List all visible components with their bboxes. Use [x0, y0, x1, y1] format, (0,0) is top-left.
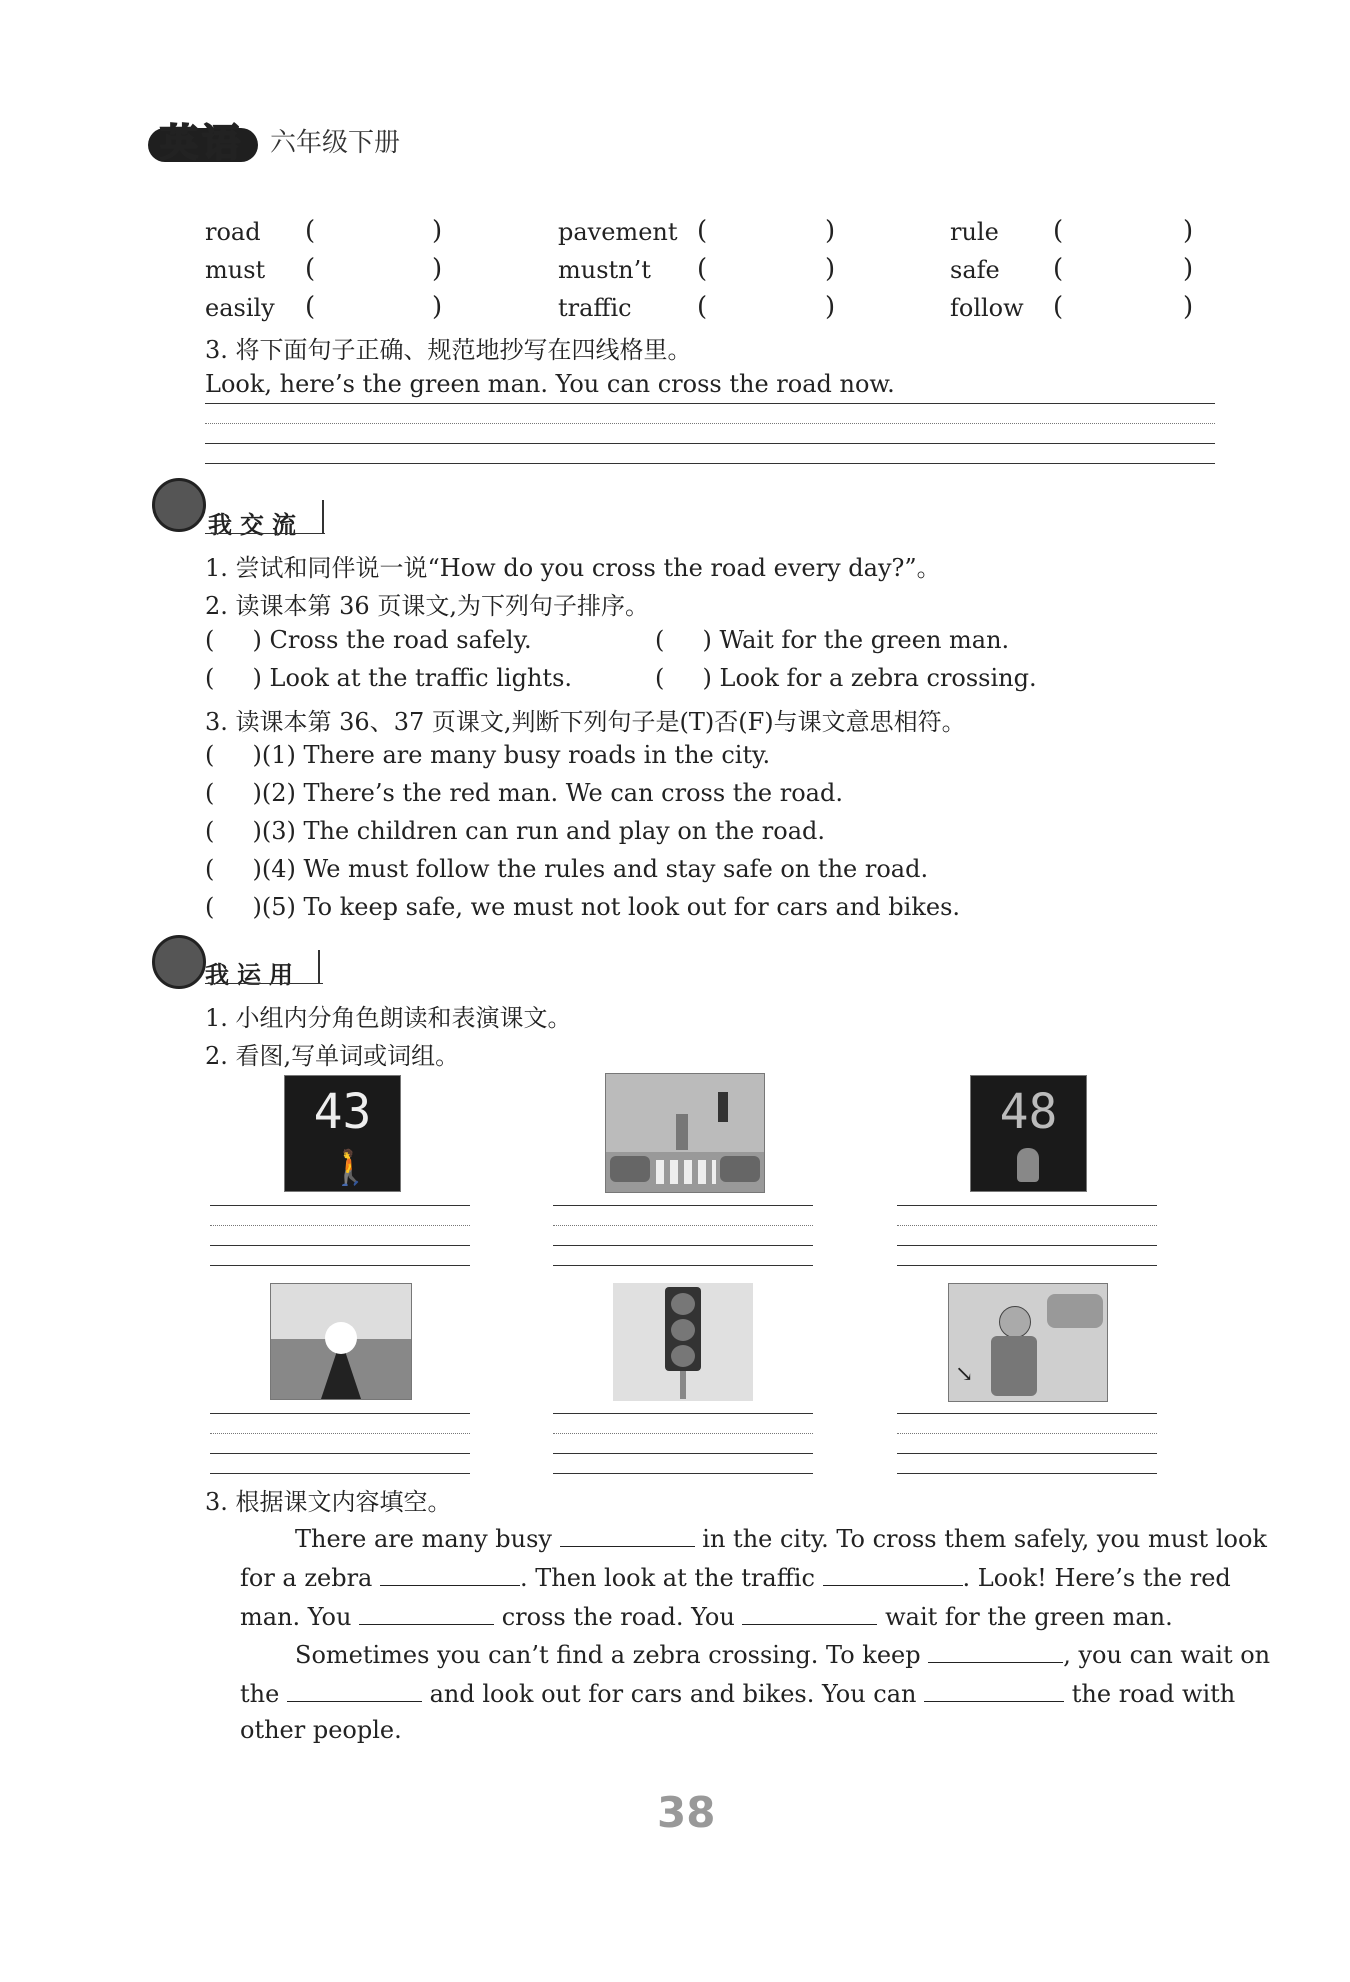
use-q2: 2. 看图,写单词或词组。 — [205, 1042, 460, 1070]
vocab-word: follow — [950, 294, 1024, 322]
answer-paren-close: ) — [825, 254, 836, 284]
vocab-word: traffic — [558, 294, 632, 322]
tf-item: ( )(5) To keep safe, we must not look out for cars and bikes. — [205, 893, 961, 921]
answer-paren-open[interactable]: ( — [1053, 292, 1064, 322]
order-item: ( ) Look at the traffic lights. — [205, 664, 573, 692]
green-man-countdown-icon: 43 🚶 — [284, 1075, 401, 1192]
section-heading-talk: 我交流 — [208, 511, 304, 539]
cloze-line: Sometimes you can’t find a zebra crossing. To keep , you can wait on — [295, 1638, 1270, 1669]
mascot-icon — [152, 478, 206, 532]
road-horizon-icon — [270, 1283, 412, 1400]
answer-paren-close: ) — [1183, 292, 1194, 322]
tf-item: ( )(1) There are many busy roads in the city. — [205, 741, 771, 769]
answer-paren-close: ) — [432, 292, 443, 322]
talk-q1: 1. 尝试和同伴说一说“How do you cross the road every day?”。 — [205, 554, 941, 582]
talk-q2: 2. 读课本第 36 页课文,为下列句子排序。 — [205, 592, 649, 620]
traffic-light-icon — [613, 1283, 753, 1401]
answer-paren-open[interactable]: ( — [1053, 254, 1064, 284]
answer-paren-close: ) — [825, 292, 836, 322]
use-q1: 1. 小组内分角色朗读和表演课文。 — [205, 1004, 572, 1032]
answer-paren-close: ) — [1183, 216, 1194, 246]
answer-paren-open[interactable]: ( — [305, 292, 316, 322]
vocab-word: easily — [205, 294, 275, 322]
mascot-icon — [152, 935, 206, 989]
vocab-word: road — [205, 218, 261, 246]
red-man-countdown-icon: 48 — [970, 1075, 1087, 1192]
cloze-blank[interactable] — [823, 1561, 963, 1586]
copy-instruction: 3. 将下面句子正确、规范地抄写在四线格里。 — [205, 336, 692, 364]
answer-paren-open[interactable]: ( — [305, 216, 316, 246]
section-heading-use: 我运用 — [205, 961, 301, 989]
vocab-word: pavement — [558, 218, 678, 246]
boy-pavement-icon: ↘ — [948, 1283, 1108, 1402]
answer-lines[interactable] — [553, 1413, 813, 1473]
answer-paren-open[interactable]: ( — [1053, 216, 1064, 246]
tf-item: ( )(2) There’s the red man. We can cross the road. — [205, 779, 843, 807]
cloze-blank[interactable] — [359, 1600, 494, 1625]
four-line-grid[interactable] — [205, 403, 1215, 463]
answer-lines[interactable] — [897, 1205, 1157, 1265]
talk-q3: 3. 读课本第 36、37 页课文,判断下列句子是(T)否(F)与课文意思相符。 — [205, 708, 966, 736]
cloze-line: the and look out for cars and bikes. You can the road with — [240, 1677, 1235, 1708]
vocab-word: safe — [950, 256, 1000, 284]
answer-paren-close: ) — [1183, 254, 1194, 284]
answer-paren-open[interactable]: ( — [305, 254, 316, 284]
section-underline — [205, 983, 323, 984]
cloze-blank[interactable] — [742, 1600, 877, 1625]
answer-paren-open[interactable]: ( — [697, 216, 708, 246]
answer-lines[interactable] — [210, 1205, 470, 1265]
answer-paren-open[interactable]: ( — [697, 254, 708, 284]
section-divider — [322, 500, 324, 534]
copy-sentence: Look, here’s the green man. You can cross the road now. — [205, 370, 895, 398]
order-item: ( ) Cross the road safely. — [205, 626, 532, 654]
cloze-blank[interactable] — [287, 1677, 422, 1702]
order-item: ( ) Look for a zebra crossing. — [655, 664, 1037, 692]
use-q3: 3. 根据课文内容填空。 — [205, 1488, 452, 1516]
answer-lines[interactable] — [553, 1205, 813, 1265]
answer-paren-close: ) — [432, 216, 443, 246]
grade-subtitle: 六年级下册 — [270, 128, 401, 158]
cloze-line: There are many busy in the city. To cross them safely, you must look — [295, 1522, 1267, 1553]
tf-item: ( )(3) The children can run and play on the road. — [205, 817, 826, 845]
cloze-line: for a zebra . Then look at the traffic . Look! Here’s the red — [240, 1561, 1231, 1592]
subject-title: 英语 — [160, 121, 245, 165]
cloze-blank[interactable] — [928, 1638, 1063, 1663]
cloze-blank[interactable] — [380, 1561, 520, 1586]
cloze-line: man. You cross the road. You wait for the green man. — [240, 1600, 1173, 1631]
zebra-crossing-scene-icon — [605, 1073, 765, 1193]
answer-lines[interactable] — [897, 1413, 1157, 1473]
tf-item: ( )(4) We must follow the rules and stay safe on the road. — [205, 855, 929, 883]
order-item: ( ) Wait for the green man. — [655, 626, 1010, 654]
vocab-word: mustn’t — [558, 256, 651, 284]
cloze-blank[interactable] — [924, 1677, 1064, 1702]
answer-paren-close: ) — [825, 216, 836, 246]
vocab-word: rule — [950, 218, 999, 246]
answer-paren-close: ) — [432, 254, 443, 284]
vocab-word: must — [205, 256, 266, 284]
cloze-blank[interactable] — [560, 1522, 695, 1547]
section-divider — [318, 950, 320, 984]
cloze-line: other people. — [240, 1716, 402, 1744]
answer-paren-open[interactable]: ( — [697, 292, 708, 322]
answer-lines[interactable] — [210, 1413, 470, 1473]
section-underline — [205, 533, 325, 534]
page-number: 38 — [657, 1788, 716, 1837]
